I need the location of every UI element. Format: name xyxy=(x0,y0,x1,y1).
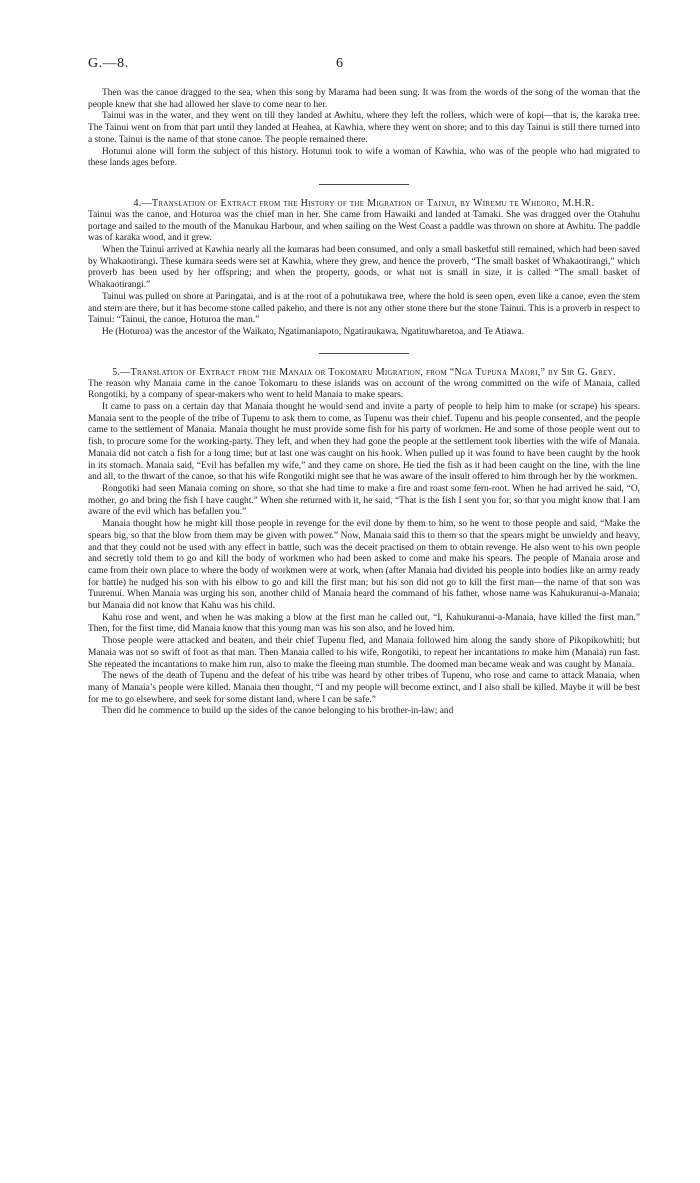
paragraph: Tainui was pulled on shore at Paringatai, and is at the root of a pohutukawa tree, where the hold is seen open, even like a canoe, even the stem and stern are there, but it has become stone called pakeho, and there is not any other stone there but the stone Tainui. This is a proverb in respect to Tainui: “Tainui, the canoe, Hoturoa the man.” xyxy=(88,291,640,326)
page-number: 6 xyxy=(336,56,343,71)
section-5 xyxy=(88,367,640,718)
section-continuation xyxy=(88,88,640,170)
paragraph: Rongotiki had seen Manaia coming on shore, so that she had time to make a fire and roast some fern-root. When he had arrived he said, “O, mother, go and bring the fish I have caught.” When she returned with it, he said, “That is the fish I sent you for, so that you might know that I am aware of the evil which has befallen you.” xyxy=(88,483,640,518)
paragraph: The news of the death of Tupenu and the defeat of his tribe was heard by other tribes of Tupenu, who rose and came to attack Manaia, when many of Manaia’s people were killed. Manaia then thought, “I and my people will become extinct, and I also shall be killed. Maybe it will be best for me to go elsewhere, and seek for some distant land, where I can be safe.” xyxy=(88,671,640,705)
paragraph: When the Tainui arrived at Kawhia nearly all the kumaras had been consumed, and only a small basketful still remained, which had been saved by Whakaotirangi. These kumara seeds were set at Kawhia, where they grew, and hence the proverb, “The small basket of Whakaotirangi,” which proverb has been used by her offspring; and when the property, goods, or what not is small in size, it is called “The small basket of Whakaotirangi.” xyxy=(88,245,640,291)
paragraph: Kahu rose and went, and when he was making a blow at the first man he called out, “I, Kahukuranui-a-Manaia, have killed the first man.” Then, for the first time, did Manaia know that this young man was his son also, and he loved him. xyxy=(88,612,640,635)
paragraph: It came to pass on a certain day that Manaia thought he would send and invite a party of people to help him to make (or scrape) his spears. Manaia sent to the people of the tribe of Tupenu to ask them to come, as Tupenu was their chief. Tupenu and his people consented, and the people came to the settlement of Manaia. Manaia thought he must provide some fish for his party of workmen. He and some of those people went out to fish, to procure some for the working-party. They left, and when they had gone the people at the settlement took liberties with the wife of Manaia. Manaia did not catch a fish for a long time; but at last one was caught on his hook. When pulled up it was found to have been caught by the hook in its stomach. Manaia said, “Evil has befallen my wife,” and they came on shore. He tied the fish as it had been caught on the line, with the line and all, to the thwart of the canoe, so that his wife Rongotiki might see that he was aware of the insult offered to him through her by the workmen. xyxy=(88,402,640,483)
section-heading: 4.—Translation of Extract from the History of the Migration of Tainui, by Wiremu te Wheoro, M.H.R. xyxy=(133,197,595,209)
report-reference: G.—8. xyxy=(88,56,129,71)
paragraph: The reason why Manaia came in the canoe Tokomaru to these islands was on account of the wrong committed on the wife of Manaia, called Rongotiki, by a company of spear-makers who went to held Manaia to make spears. xyxy=(88,378,640,401)
section-divider xyxy=(319,184,409,185)
paragraph: Tainui was the canoe, and Hoturoa was the chief man in her. She came from Hawaiki and landed at Tamaki. She was dragged over the Otahuhu portage and sailed to the mouth of the Manukau Harbour, and when sailing on the West Coast a paddle was thrown on shore at Awhitu. The paddle was of karaka wood, and it grew. xyxy=(88,209,640,244)
paragraph: He (Hoturoa) was the ancestor of the Waikato, Ngatimaniapoto, Ngatiraukawa, Ngatituwharetoa, and Te Atiawa. xyxy=(102,326,525,337)
paragraph: Hotunui alone will form the subject of this history. Hotunui took to wife a woman of Kawhia, who was of the people who had migrated to these lands ages before. xyxy=(88,146,640,169)
section-divider xyxy=(319,353,409,354)
paragraph: Those people were attacked and beaten, and their chief Tupenu fled, and Manaia followed him along the sandy shore of Pikopikowhiti; but Manaia was not so swift of foot as that man. Then Manaia called to his wife, Rongotiki, to repeat her incantations to make him (Manaia) run fast. She repeated the incantations to make him run, also to make the fleeing man stumble. The doomed man became weak and was caught by Manaia. xyxy=(88,636,640,670)
section-heading: 5.—Translation of Extract from the Manaia or Tokomaru Migration, from “Nga Tupuna Maori,” by Sir G. Grey. xyxy=(112,366,616,378)
page-header xyxy=(88,58,640,88)
paragraph: Then did he commence to build up the sides of the canoe belonging to his brother-in-law; and xyxy=(102,706,454,717)
paragraph: Manaia thought how he might kill those people in revenge for the evil done by them to him, so he went to those people and said, “Make the spears big, so that the blow from them may be given with power.” Now, Manaia said this to them so that the spears might be unwieldy and heavy, and that they could not be used with any effect in battle, such was the deceit practised on them to obtain revenge. He also went to his own people and secretly told them to go and kill the body of workmen who had been asked to come and make his spears. The people of Manaia arose and came from their own place to where the body of workmen were at work, when (after Manaia had divided his people into bodies like an army ready for battle) he nudged his son with his elbow to go and kill the first man; but his son did not go to kill the first man—the name of that son was Tuurenui. When Manaia was urging his son, another child of Manaia heard the command of his father, whose name was Kahukuranui-a-Manaia; but Manaia did not know that Kahu was his child. xyxy=(88,519,640,612)
paragraph: Then was the canoe dragged to the sea, when this song by Marama had been sung. It was from the words of the song of the woman that the people knew that she had allowed her slave to come near to her. xyxy=(88,88,640,110)
section-4 xyxy=(88,198,640,339)
paragraph: Tainui was in the water, and they went on till they landed at Awhitu, where they left the rollers, which were of kopi—that is, the karaka tree. The Tainui went on from that part until they landed at Heahea, at Kawhia, where they went on shore; and to this day Tainui is still there turned into a stone. Tainui is the name of that stone canoe. The people remained there. xyxy=(88,111,640,145)
